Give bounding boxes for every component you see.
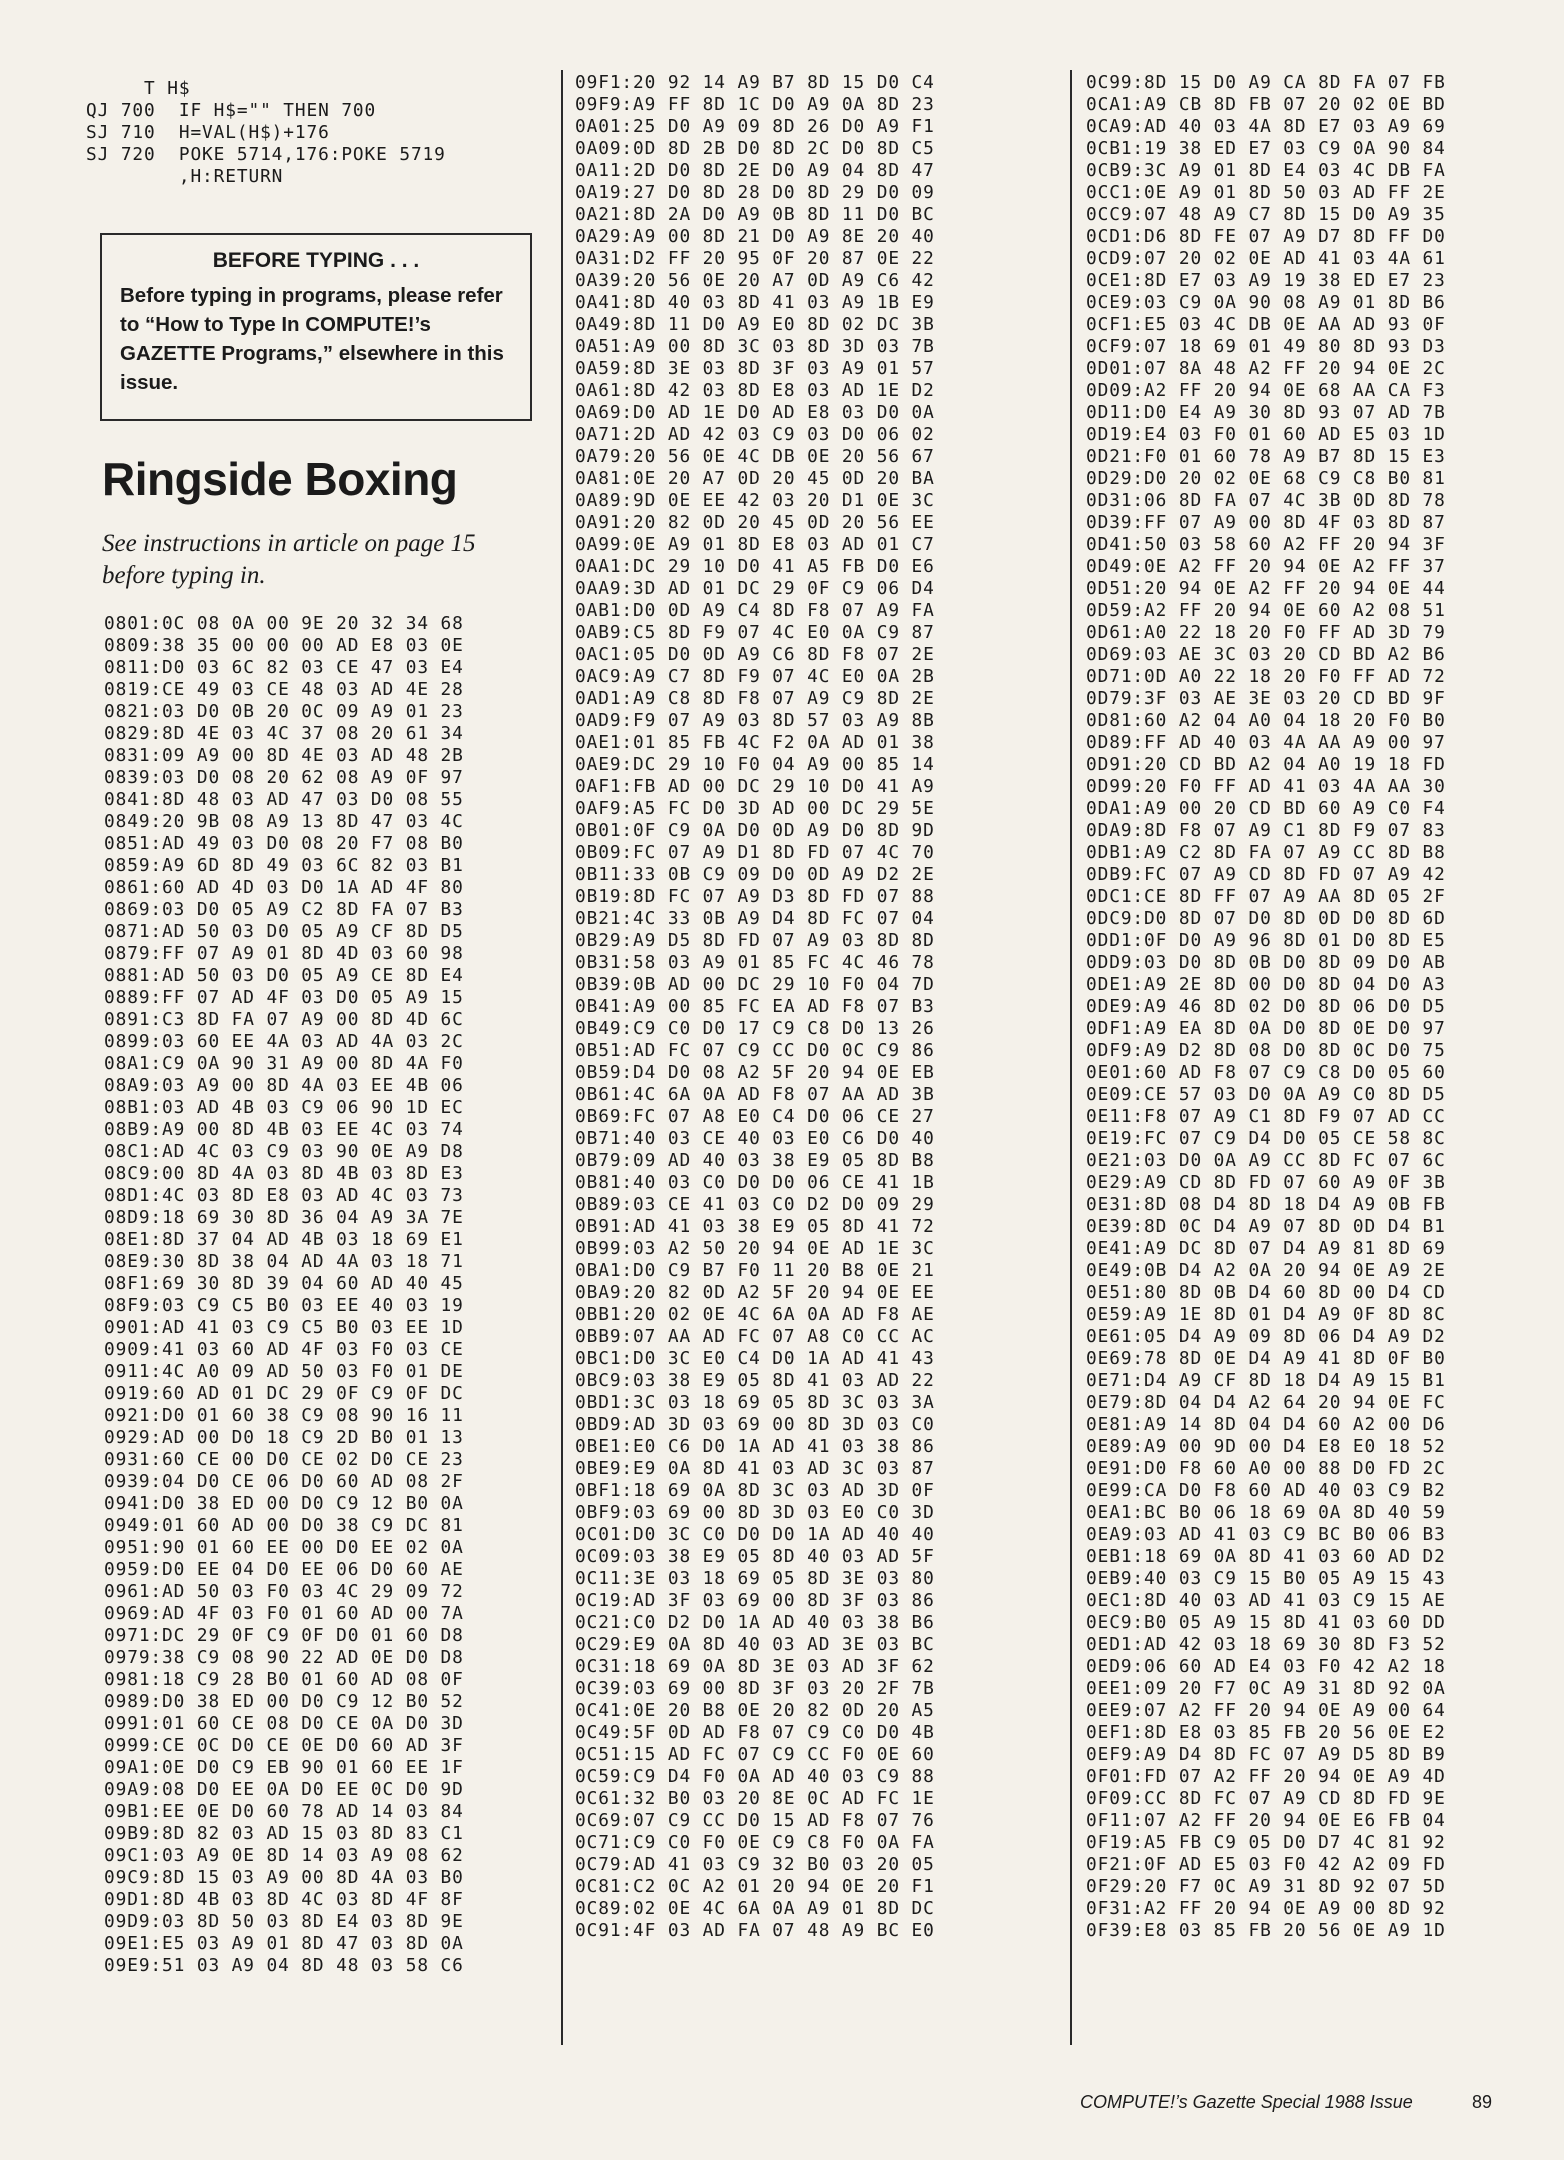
- code-line: 0ED9:06 60 AD E4 03 F0 42 A2 18: [1086, 1656, 1446, 1677]
- code-line: 0A11:2D D0 8D 2E D0 A9 04 8D 47: [575, 160, 935, 181]
- code-line: 0D69:03 AE 3C 03 20 CD BD A2 B6: [1086, 644, 1446, 665]
- code-line: 0A41:8D 40 03 8D 41 03 A9 1B E9: [575, 292, 935, 313]
- code-line: 0DE9:A9 46 8D 02 D0 8D 06 D0 D5: [1086, 996, 1446, 1017]
- code-line: 0A09:0D 8D 2B D0 8D 2C D0 8D C5: [575, 138, 935, 159]
- code-line: 0B89:03 CE 41 03 C0 D2 D0 09 29: [575, 1194, 935, 1215]
- code-line: 0C81:C2 0C A2 01 20 94 0E 20 F1: [575, 1876, 935, 1897]
- code-line: 0899:03 60 EE 4A 03 AD 4A 03 2C: [104, 1031, 464, 1052]
- code-line: 0E39:8D 0C D4 A9 07 8D 0D D4 B1: [1086, 1216, 1446, 1237]
- basic-listing: [86, 78, 446, 188]
- code-line: 0979:38 C9 08 90 22 AD 0E D0 D8: [104, 1647, 464, 1668]
- code-line: 0DB9:FC 07 A9 CD 8D FD 07 A9 42: [1086, 864, 1446, 885]
- code-line: 0F29:20 F7 0C A9 31 8D 92 07 5D: [1086, 1876, 1446, 1897]
- code-line: 0911:4C A0 09 AD 50 03 F0 01 DE: [104, 1361, 464, 1382]
- code-line: 0AF1:FB AD 00 DC 29 10 D0 41 A9: [575, 776, 935, 797]
- code-line: 0B99:03 A2 50 20 94 0E AD 1E 3C: [575, 1238, 935, 1259]
- code-line: 0A51:A9 00 8D 3C 03 8D 3D 03 7B: [575, 336, 935, 357]
- code-line: 0E89:A9 00 9D 00 D4 E8 E0 18 52: [1086, 1436, 1446, 1457]
- code-line: 0E49:0B D4 A2 0A 20 94 0E A9 2E: [1086, 1260, 1446, 1281]
- code-line: 0CD9:07 20 02 0E AD 41 03 4A 61: [1086, 248, 1446, 269]
- code-line: 0D41:50 03 58 60 A2 FF 20 94 3F: [1086, 534, 1446, 555]
- code-line: 0D61:A0 22 18 20 F0 FF AD 3D 79: [1086, 622, 1446, 643]
- code-line: 0849:20 9B 08 A9 13 8D 47 03 4C: [104, 811, 464, 832]
- code-line: 09A9:08 D0 EE 0A D0 EE 0C D0 9D: [104, 1779, 464, 1800]
- code-line: 08D1:4C 03 8D E8 03 AD 4C 03 73: [104, 1185, 464, 1206]
- before-typing-body: Before typing in programs, please refer to “How to Type In COMPUTE!’s GAZETTE Programs,” elsewhere in this issue.: [120, 284, 504, 394]
- code-line: 0AF9:A5 FC D0 3D AD 00 DC 29 5E: [575, 798, 935, 819]
- code-line: 08C1:AD 4C 03 C9 03 90 0E A9 D8: [104, 1141, 464, 1162]
- code-line: 0C51:15 AD FC 07 C9 CC F0 0E 60: [575, 1744, 935, 1765]
- code-line: 0B31:58 03 A9 01 85 FC 4C 46 78: [575, 952, 935, 973]
- code-line: 0F19:A5 FB C9 05 D0 D7 4C 81 92: [1086, 1832, 1446, 1853]
- code-line: 0DD1:0F D0 A9 96 8D 01 D0 8D E5: [1086, 930, 1446, 951]
- code-line: 0CE9:03 C9 0A 90 08 A9 01 8D B6: [1086, 292, 1446, 313]
- code-line: 09F1:20 92 14 A9 B7 8D 15 D0 C4: [575, 72, 935, 93]
- code-line: 0AB1:D0 0D A9 C4 8D F8 07 A9 FA: [575, 600, 935, 621]
- code-line: 0981:18 C9 28 B0 01 60 AD 08 0F: [104, 1669, 464, 1690]
- footer-publication: COMPUTE!’s Gazette Special 1988 Issue: [1080, 2092, 1413, 2112]
- code-line: 0E01:60 AD F8 07 C9 C8 D0 05 60: [1086, 1062, 1446, 1083]
- code-line: 09C1:03 A9 0E 8D 14 03 A9 08 62: [104, 1845, 464, 1866]
- code-line: 0AC1:05 D0 0D A9 C6 8D F8 07 2E: [575, 644, 935, 665]
- code-line: 09C9:8D 15 03 A9 00 8D 4A 03 B0: [104, 1867, 464, 1888]
- code-line: 0C31:18 69 0A 8D 3E 03 AD 3F 62: [575, 1656, 935, 1677]
- code-line: 0BF9:03 69 00 8D 3D 03 E0 C0 3D: [575, 1502, 935, 1523]
- code-line: 0DA9:8D F8 07 A9 C1 8D F9 07 83: [1086, 820, 1446, 841]
- code-line: 0999:CE 0C D0 CE 0E D0 60 AD 3F: [104, 1735, 464, 1756]
- code-line: 0B49:C9 C0 D0 17 C9 C8 D0 13 26: [575, 1018, 935, 1039]
- code-line: 09D9:03 8D 50 03 8D E4 03 8D 9E: [104, 1911, 464, 1932]
- code-line: 0809:38 35 00 00 00 AD E8 03 0E: [104, 635, 464, 656]
- code-line: 0ED1:AD 42 03 18 69 30 8D F3 52: [1086, 1634, 1446, 1655]
- code-line: 0BB1:20 02 0E 4C 6A 0A AD F8 AE: [575, 1304, 935, 1325]
- code-line: 0B71:40 03 CE 40 03 E0 C6 D0 40: [575, 1128, 935, 1149]
- code-line: 0A39:20 56 0E 20 A7 0D A9 C6 42: [575, 270, 935, 291]
- code-line: 0CF9:07 18 69 01 49 80 8D 93 D3: [1086, 336, 1446, 357]
- code-line: 0861:60 AD 4D 03 D0 1A AD 4F 80: [104, 877, 464, 898]
- before-typing-box: [100, 233, 532, 421]
- code-line: 0831:09 A9 00 8D 4E 03 AD 48 2B: [104, 745, 464, 766]
- code-line: 0929:AD 00 D0 18 C9 2D B0 01 13: [104, 1427, 464, 1448]
- code-line: 0BE1:E0 C6 D0 1A AD 41 03 38 86: [575, 1436, 935, 1457]
- code-line: 0A99:0E A9 01 8D E8 03 AD 01 C7: [575, 534, 935, 555]
- code-line: 0E19:FC 07 C9 D4 D0 05 CE 58 8C: [1086, 1128, 1446, 1149]
- code-line: 0BB9:07 AA AD FC 07 A8 C0 CC AC: [575, 1326, 935, 1347]
- code-line: 0AE1:01 85 FB 4C F2 0A AD 01 38: [575, 732, 935, 753]
- code-line: 0C09:03 38 E9 05 8D 40 03 AD 5F: [575, 1546, 935, 1567]
- code-line: 08E1:8D 37 04 AD 4B 03 18 69 E1: [104, 1229, 464, 1250]
- code-line: 0AA1:DC 29 10 D0 41 A5 FB D0 E6: [575, 556, 935, 577]
- code-line: 0879:FF 07 A9 01 8D 4D 03 60 98: [104, 943, 464, 964]
- code-line: 0B91:AD 41 03 38 E9 05 8D 41 72: [575, 1216, 935, 1237]
- code-line: 0CD1:D6 8D FE 07 A9 D7 8D FF D0: [1086, 226, 1446, 247]
- code-line: 0A31:D2 FF 20 95 0F 20 87 0E 22: [575, 248, 935, 269]
- code-line: 0871:AD 50 03 D0 05 A9 CF 8D D5: [104, 921, 464, 942]
- code-line: 0D09:A2 FF 20 94 0E 68 AA CA F3: [1086, 380, 1446, 401]
- code-line: 08A1:C9 0A 90 31 A9 00 8D 4A F0: [104, 1053, 464, 1074]
- code-line: 0E41:A9 DC 8D 07 D4 A9 81 8D 69: [1086, 1238, 1446, 1259]
- code-line: 0E99:CA D0 F8 60 AD 40 03 C9 B2: [1086, 1480, 1446, 1501]
- code-line: 0F39:E8 03 85 FB 20 56 0E A9 1D: [1086, 1920, 1446, 1941]
- code-line: 0EF1:8D E8 03 85 FB 20 56 0E E2: [1086, 1722, 1446, 1743]
- code-line: 0C01:D0 3C C0 D0 D0 1A AD 40 40: [575, 1524, 935, 1545]
- code-line: 0B21:4C 33 0B A9 D4 8D FC 07 04: [575, 908, 935, 929]
- code-line: 0B01:0F C9 0A D0 0D A9 D0 8D 9D: [575, 820, 935, 841]
- code-line: 0E29:A9 CD 8D FD 07 60 A9 0F 3B: [1086, 1172, 1446, 1193]
- code-line: 08E9:30 8D 38 04 AD 4A 03 18 71: [104, 1251, 464, 1272]
- code-line: 0C19:AD 3F 03 69 00 8D 3F 03 86: [575, 1590, 935, 1611]
- code-line: 0F11:07 A2 FF 20 94 0E E6 FB 04: [1086, 1810, 1446, 1831]
- code-line: 0A49:8D 11 D0 A9 E0 8D 02 DC 3B: [575, 314, 935, 335]
- before-typing-title: BEFORE TYPING . . .: [212, 249, 420, 272]
- code-line: 0BD1:3C 03 18 69 05 8D 3C 03 3A: [575, 1392, 935, 1413]
- code-line: 0B41:A9 00 85 FC EA AD F8 07 B3: [575, 996, 935, 1017]
- code-line: 0939:04 D0 CE 06 D0 60 AD 08 2F: [104, 1471, 464, 1492]
- code-line: 0A89:9D 0E EE 42 03 20 D1 0E 3C: [575, 490, 935, 511]
- code-line: 0C79:AD 41 03 C9 32 B0 03 20 05: [575, 1854, 935, 1875]
- code-line: 0C89:02 0E 4C 6A 0A A9 01 8D DC: [575, 1898, 935, 1919]
- code-line: 0F01:FD 07 A2 FF 20 94 0E A9 4D: [1086, 1766, 1446, 1787]
- code-line: 0AB9:C5 8D F9 07 4C E0 0A C9 87: [575, 622, 935, 643]
- code-line: 0F09:CC 8D FC 07 A9 CD 8D FD 9E: [1086, 1788, 1446, 1809]
- code-line: 0EC9:B0 05 A9 15 8D 41 03 60 DD: [1086, 1612, 1446, 1633]
- code-line: 0D01:07 8A 48 A2 FF 20 94 0E 2C: [1086, 358, 1446, 379]
- code-line: 0D21:F0 01 60 78 A9 B7 8D 15 E3: [1086, 446, 1446, 467]
- article-title: Ringside Boxing: [102, 453, 458, 505]
- code-line: 0AA9:3D AD 01 DC 29 0F C9 06 D4: [575, 578, 935, 599]
- code-line: 0A69:D0 AD 1E D0 AD E8 03 D0 0A: [575, 402, 935, 423]
- code-line: SJ 710 H=VAL(H$)+176: [86, 122, 330, 143]
- code-line: 0DA1:A9 00 20 CD BD 60 A9 C0 F4: [1086, 798, 1446, 819]
- code-line: 0B09:FC 07 A9 D1 8D FD 07 4C 70: [575, 842, 935, 863]
- code-line: 09F9:A9 FF 8D 1C D0 A9 0A 8D 23: [575, 94, 935, 115]
- code-line: 0E11:F8 07 A9 C1 8D F9 07 AD CC: [1086, 1106, 1446, 1127]
- page-number: 89: [1472, 2092, 1493, 2112]
- code-line: 0851:AD 49 03 D0 08 20 F7 08 B0: [104, 833, 464, 854]
- hex-column-2: [575, 72, 935, 1942]
- code-line: 0B59:D4 D0 08 A2 5F 20 94 0E EB: [575, 1062, 935, 1083]
- code-line: 0859:A9 6D 8D 49 03 6C 82 03 B1: [104, 855, 464, 876]
- code-line: 0BC1:D0 3C E0 C4 D0 1A AD 41 43: [575, 1348, 935, 1369]
- code-line: 08C9:00 8D 4A 03 8D 4B 03 8D E3: [104, 1163, 464, 1184]
- code-line: 0D71:0D A0 22 18 20 F0 FF AD 72: [1086, 666, 1446, 687]
- code-line: 0E71:D4 A9 CF 8D 18 D4 A9 15 B1: [1086, 1370, 1446, 1391]
- hex-column-1: [104, 613, 464, 1977]
- code-line: 0D39:FF 07 A9 00 8D 4F 03 8D 87: [1086, 512, 1446, 533]
- code-line: 0EB9:40 03 C9 15 B0 05 A9 15 43: [1086, 1568, 1446, 1589]
- code-line: 0BD9:AD 3D 03 69 00 8D 3D 03 C0: [575, 1414, 935, 1435]
- code-line: 0C49:5F 0D AD F8 07 C9 C0 D0 4B: [575, 1722, 935, 1743]
- code-line: 0CC9:07 48 A9 C7 8D 15 D0 A9 35: [1086, 204, 1446, 225]
- code-line: 0DC1:CE 8D FF 07 A9 AA 8D 05 2F: [1086, 886, 1446, 907]
- code-line: 0C29:E9 0A 8D 40 03 AD 3E 03 BC: [575, 1634, 935, 1655]
- code-line: 0F31:A2 FF 20 94 0E A9 00 8D 92: [1086, 1898, 1446, 1919]
- code-line: 0C59:C9 D4 F0 0A AD 40 03 C9 88: [575, 1766, 935, 1787]
- code-line: 0B29:A9 D5 8D FD 07 A9 03 8D 8D: [575, 930, 935, 951]
- code-line: 0D89:FF AD 40 03 4A AA A9 00 97: [1086, 732, 1446, 753]
- code-line: 0DF1:A9 EA 8D 0A D0 8D 0E D0 97: [1086, 1018, 1446, 1039]
- code-line: 0EF9:A9 D4 8D FC 07 A9 D5 8D B9: [1086, 1744, 1446, 1765]
- code-line: 0AC9:A9 C7 8D F9 07 4C E0 0A 2B: [575, 666, 935, 687]
- code-line: 0C61:32 B0 03 20 8E 0C AD FC 1E: [575, 1788, 935, 1809]
- code-line: 0E91:D0 F8 60 A0 00 88 D0 FD 2C: [1086, 1458, 1446, 1479]
- code-line: 08B1:03 AD 4B 03 C9 06 90 1D EC: [104, 1097, 464, 1118]
- code-line: SJ 720 POKE 5714,176:POKE 5719: [86, 144, 446, 165]
- code-line: 09A1:0E D0 C9 EB 90 01 60 EE 1F: [104, 1757, 464, 1778]
- code-line: 09B9:8D 82 03 AD 15 03 8D 83 C1: [104, 1823, 464, 1844]
- code-line: 0BF1:18 69 0A 8D 3C 03 AD 3D 0F: [575, 1480, 935, 1501]
- code-line: 0A29:A9 00 8D 21 D0 A9 8E 20 40: [575, 226, 935, 247]
- code-line: 0A79:20 56 0E 4C DB 0E 20 56 67: [575, 446, 935, 467]
- code-line: 0839:03 D0 08 20 62 08 A9 0F 97: [104, 767, 464, 788]
- code-line: 0CA1:A9 CB 8D FB 07 20 02 0E BD: [1086, 94, 1446, 115]
- code-line: 0971:DC 29 0F C9 0F D0 01 60 D8: [104, 1625, 464, 1646]
- code-line: 0A81:0E 20 A7 0D 20 45 0D 20 BA: [575, 468, 935, 489]
- code-line: 0D91:20 CD BD A2 04 A0 19 18 FD: [1086, 754, 1446, 775]
- code-line: 0901:AD 41 03 C9 C5 B0 03 EE 1D: [104, 1317, 464, 1338]
- code-line: 0DF9:A9 D2 8D 08 D0 8D 0C D0 75: [1086, 1040, 1446, 1061]
- code-line: 09E9:51 03 A9 04 8D 48 03 58 C6: [104, 1955, 464, 1976]
- code-line: 0889:FF 07 AD 4F 03 D0 05 A9 15: [104, 987, 464, 1008]
- code-line: 0D49:0E A2 FF 20 94 0E A2 FF 37: [1086, 556, 1446, 577]
- code-line: 0829:8D 4E 03 4C 37 08 20 61 34: [104, 723, 464, 744]
- code-line: 08F1:69 30 8D 39 04 60 AD 40 45: [104, 1273, 464, 1294]
- code-line: 0E21:03 D0 0A A9 CC 8D FC 07 6C: [1086, 1150, 1446, 1171]
- code-line: 0A01:25 D0 A9 09 8D 26 D0 A9 F1: [575, 116, 935, 137]
- code-line: 0AD1:A9 C8 8D F8 07 A9 C9 8D 2E: [575, 688, 935, 709]
- code-line: 0891:C3 8D FA 07 A9 00 8D 4D 6C: [104, 1009, 464, 1030]
- code-line: 0DD9:03 D0 8D 0B D0 8D 09 D0 AB: [1086, 952, 1446, 973]
- code-line: 0D31:06 8D FA 07 4C 3B 0D 8D 78: [1086, 490, 1446, 511]
- code-line: 0B51:AD FC 07 C9 CC D0 0C C9 86: [575, 1040, 935, 1061]
- code-line: 0EE1:09 20 F7 0C A9 31 8D 92 0A: [1086, 1678, 1446, 1699]
- code-line: 0B79:09 AD 40 03 38 E9 05 8D B8: [575, 1150, 935, 1171]
- code-line: QJ 700 IF H$="" THEN 700: [86, 100, 377, 121]
- code-line: 0E79:8D 04 D4 A2 64 20 94 0E FC: [1086, 1392, 1446, 1413]
- code-line: 0AE9:DC 29 10 F0 04 A9 00 85 14: [575, 754, 935, 775]
- code-line: 0A71:2D AD 42 03 C9 03 D0 06 02: [575, 424, 935, 445]
- code-line: 0909:41 03 60 AD 4F 03 F0 03 CE: [104, 1339, 464, 1360]
- code-line: 0811:D0 03 6C 82 03 CE 47 03 E4: [104, 657, 464, 678]
- code-line: 0931:60 CE 00 D0 CE 02 D0 CE 23: [104, 1449, 464, 1470]
- code-line: 0821:03 D0 0B 20 0C 09 A9 01 23: [104, 701, 464, 722]
- code-line: 0C71:C9 C0 F0 0E C9 C8 F0 0A FA: [575, 1832, 935, 1853]
- code-line: 0A19:27 D0 8D 28 D0 8D 29 D0 09: [575, 182, 935, 203]
- code-line: 0BE9:E9 0A 8D 41 03 AD 3C 03 87: [575, 1458, 935, 1479]
- code-line: 09B1:EE 0E D0 60 78 AD 14 03 84: [104, 1801, 464, 1822]
- code-line: 0B19:8D FC 07 A9 D3 8D FD 07 88: [575, 886, 935, 907]
- code-line: 0CF1:E5 03 4C DB 0E AA AD 93 0F: [1086, 314, 1446, 335]
- code-line: ,H:RETURN: [86, 166, 284, 187]
- column-rule-2: [1070, 70, 1072, 2045]
- code-line: 0BC9:03 38 E9 05 8D 41 03 AD 22: [575, 1370, 935, 1391]
- code-line: 0A59:8D 3E 03 8D 3F 03 A9 01 57: [575, 358, 935, 379]
- code-line: 0B39:0B AD 00 DC 29 10 F0 04 7D: [575, 974, 935, 995]
- code-line: 0C39:03 69 00 8D 3F 03 20 2F 7B: [575, 1678, 935, 1699]
- code-line: 0A21:8D 2A D0 A9 0B 8D 11 D0 BC: [575, 204, 935, 225]
- code-line: 0991:01 60 CE 08 D0 CE 0A D0 3D: [104, 1713, 464, 1734]
- code-line: 0921:D0 01 60 38 C9 08 90 16 11: [104, 1405, 464, 1426]
- code-line: 0941:D0 38 ED 00 D0 C9 12 B0 0A: [104, 1493, 464, 1514]
- code-line: 0EA9:03 AD 41 03 C9 BC B0 06 B3: [1086, 1524, 1446, 1545]
- code-line: 0DB1:A9 C2 8D FA 07 A9 CC 8D B8: [1086, 842, 1446, 863]
- hex-column-3: [1086, 72, 1446, 1942]
- code-line: 0EA1:BC B0 06 18 69 0A 8D 40 59: [1086, 1502, 1446, 1523]
- code-line: 0DE1:A9 2E 8D 00 D0 8D 04 D0 A3: [1086, 974, 1446, 995]
- code-line: 0B11:33 0B C9 09 D0 0D A9 D2 2E: [575, 864, 935, 885]
- code-line: 0CB1:19 38 ED E7 03 C9 0A 90 84: [1086, 138, 1446, 159]
- code-line: 08D9:18 69 30 8D 36 04 A9 3A 7E: [104, 1207, 464, 1228]
- code-line: 0EE9:07 A2 FF 20 94 0E A9 00 64: [1086, 1700, 1446, 1721]
- code-line: 0961:AD 50 03 F0 03 4C 29 09 72: [104, 1581, 464, 1602]
- code-line: 0B61:4C 6A 0A AD F8 07 AA AD 3B: [575, 1084, 935, 1105]
- code-line: 0CB9:3C A9 01 8D E4 03 4C DB FA: [1086, 160, 1446, 181]
- code-line: 0951:90 01 60 EE 00 D0 EE 02 0A: [104, 1537, 464, 1558]
- code-line: 0E81:A9 14 8D 04 D4 60 A2 00 D6: [1086, 1414, 1446, 1435]
- code-line: 0A91:20 82 0D 20 45 0D 20 56 EE: [575, 512, 935, 533]
- code-line: 0C41:0E 20 B8 0E 20 82 0D 20 A5: [575, 1700, 935, 1721]
- code-line: 0801:0C 08 0A 00 9E 20 32 34 68: [104, 613, 464, 634]
- code-line: 0A61:8D 42 03 8D E8 03 AD 1E D2: [575, 380, 935, 401]
- code-line: T H$: [86, 78, 191, 99]
- code-line: 08F9:03 C9 C5 B0 03 EE 40 03 19: [104, 1295, 464, 1316]
- code-line: 09E1:E5 03 A9 01 8D 47 03 8D 0A: [104, 1933, 464, 1954]
- code-line: 0CE1:8D E7 03 A9 19 38 ED E7 23: [1086, 270, 1446, 291]
- code-line: 0DC9:D0 8D 07 D0 8D 0D D0 8D 6D: [1086, 908, 1446, 929]
- code-line: 0841:8D 48 03 AD 47 03 D0 08 55: [104, 789, 464, 810]
- code-line: 0949:01 60 AD 00 D0 38 C9 DC 81: [104, 1515, 464, 1536]
- code-line: 0919:60 AD 01 DC 29 0F C9 0F DC: [104, 1383, 464, 1404]
- code-line: 0EB1:18 69 0A 8D 41 03 60 AD D2: [1086, 1546, 1446, 1567]
- code-line: 0E69:78 8D 0E D4 A9 41 8D 0F B0: [1086, 1348, 1446, 1369]
- code-line: 0D59:A2 FF 20 94 0E 60 A2 08 51: [1086, 600, 1446, 621]
- code-line: 0EC1:8D 40 03 AD 41 03 C9 15 AE: [1086, 1590, 1446, 1611]
- code-line: 0C91:4F 03 AD FA 07 48 A9 BC E0: [575, 1920, 935, 1941]
- code-line: 0B81:40 03 C0 D0 D0 06 CE 41 1B: [575, 1172, 935, 1193]
- code-line: 0B69:FC 07 A8 E0 C4 D0 06 CE 27: [575, 1106, 935, 1127]
- code-line: 0E51:80 8D 0B D4 60 8D 00 D4 CD: [1086, 1282, 1446, 1303]
- code-line: 08A9:03 A9 00 8D 4A 03 EE 4B 06: [104, 1075, 464, 1096]
- code-line: 0D79:3F 03 AE 3E 03 20 CD BD 9F: [1086, 688, 1446, 709]
- code-line: 08B9:A9 00 8D 4B 03 EE 4C 03 74: [104, 1119, 464, 1140]
- article-subtitle: See instructions in article on page 15 before typing in.: [102, 530, 476, 589]
- code-line: 0F21:0F AD E5 03 F0 42 A2 09 FD: [1086, 1854, 1446, 1875]
- code-line: 0D29:D0 20 02 0E 68 C9 C8 B0 81: [1086, 468, 1446, 489]
- code-line: 0969:AD 4F 03 F0 01 60 AD 00 7A: [104, 1603, 464, 1624]
- code-line: 0989:D0 38 ED 00 D0 C9 12 B0 52: [104, 1691, 464, 1712]
- code-line: 0E31:8D 08 D4 8D 18 D4 A9 0B FB: [1086, 1194, 1446, 1215]
- code-line: 0D19:E4 03 F0 01 60 AD E5 03 1D: [1086, 424, 1446, 445]
- code-line: 0E09:CE 57 03 D0 0A A9 C0 8D D5: [1086, 1084, 1446, 1105]
- code-line: 0C11:3E 03 18 69 05 8D 3E 03 80: [575, 1568, 935, 1589]
- code-line: 0881:AD 50 03 D0 05 A9 CE 8D E4: [104, 965, 464, 986]
- code-line: 0BA1:D0 C9 B7 F0 11 20 B8 0E 21: [575, 1260, 935, 1281]
- code-line: 0BA9:20 82 0D A2 5F 20 94 0E EE: [575, 1282, 935, 1303]
- code-line: 0E61:05 D4 A9 09 8D 06 D4 A9 D2: [1086, 1326, 1446, 1347]
- code-line: 0D51:20 94 0E A2 FF 20 94 0E 44: [1086, 578, 1446, 599]
- code-line: 0CA9:AD 40 03 4A 8D E7 03 A9 69: [1086, 116, 1446, 137]
- code-line: 0C69:07 C9 CC D0 15 AD F8 07 76: [575, 1810, 935, 1831]
- code-line: 0C99:8D 15 D0 A9 CA 8D FA 07 FB: [1086, 72, 1446, 93]
- code-line: 0CC1:0E A9 01 8D 50 03 AD FF 2E: [1086, 182, 1446, 203]
- code-line: 0869:03 D0 05 A9 C2 8D FA 07 B3: [104, 899, 464, 920]
- code-line: 0819:CE 49 03 CE 48 03 AD 4E 28: [104, 679, 464, 700]
- code-line: 0C21:C0 D2 D0 1A AD 40 03 38 B6: [575, 1612, 935, 1633]
- code-line: 0E59:A9 1E 8D 01 D4 A9 0F 8D 8C: [1086, 1304, 1446, 1325]
- code-line: 0AD9:F9 07 A9 03 8D 57 03 A9 8B: [575, 710, 935, 731]
- code-line: 09D1:8D 4B 03 8D 4C 03 8D 4F 8F: [104, 1889, 464, 1910]
- code-line: 0D99:20 F0 FF AD 41 03 4A AA 30: [1086, 776, 1446, 797]
- code-line: 0959:D0 EE 04 D0 EE 06 D0 60 AE: [104, 1559, 464, 1580]
- code-line: 0D11:D0 E4 A9 30 8D 93 07 AD 7B: [1086, 402, 1446, 423]
- code-line: 0D81:60 A2 04 A0 04 18 20 F0 B0: [1086, 710, 1446, 731]
- column-rule-1: [561, 70, 563, 2045]
